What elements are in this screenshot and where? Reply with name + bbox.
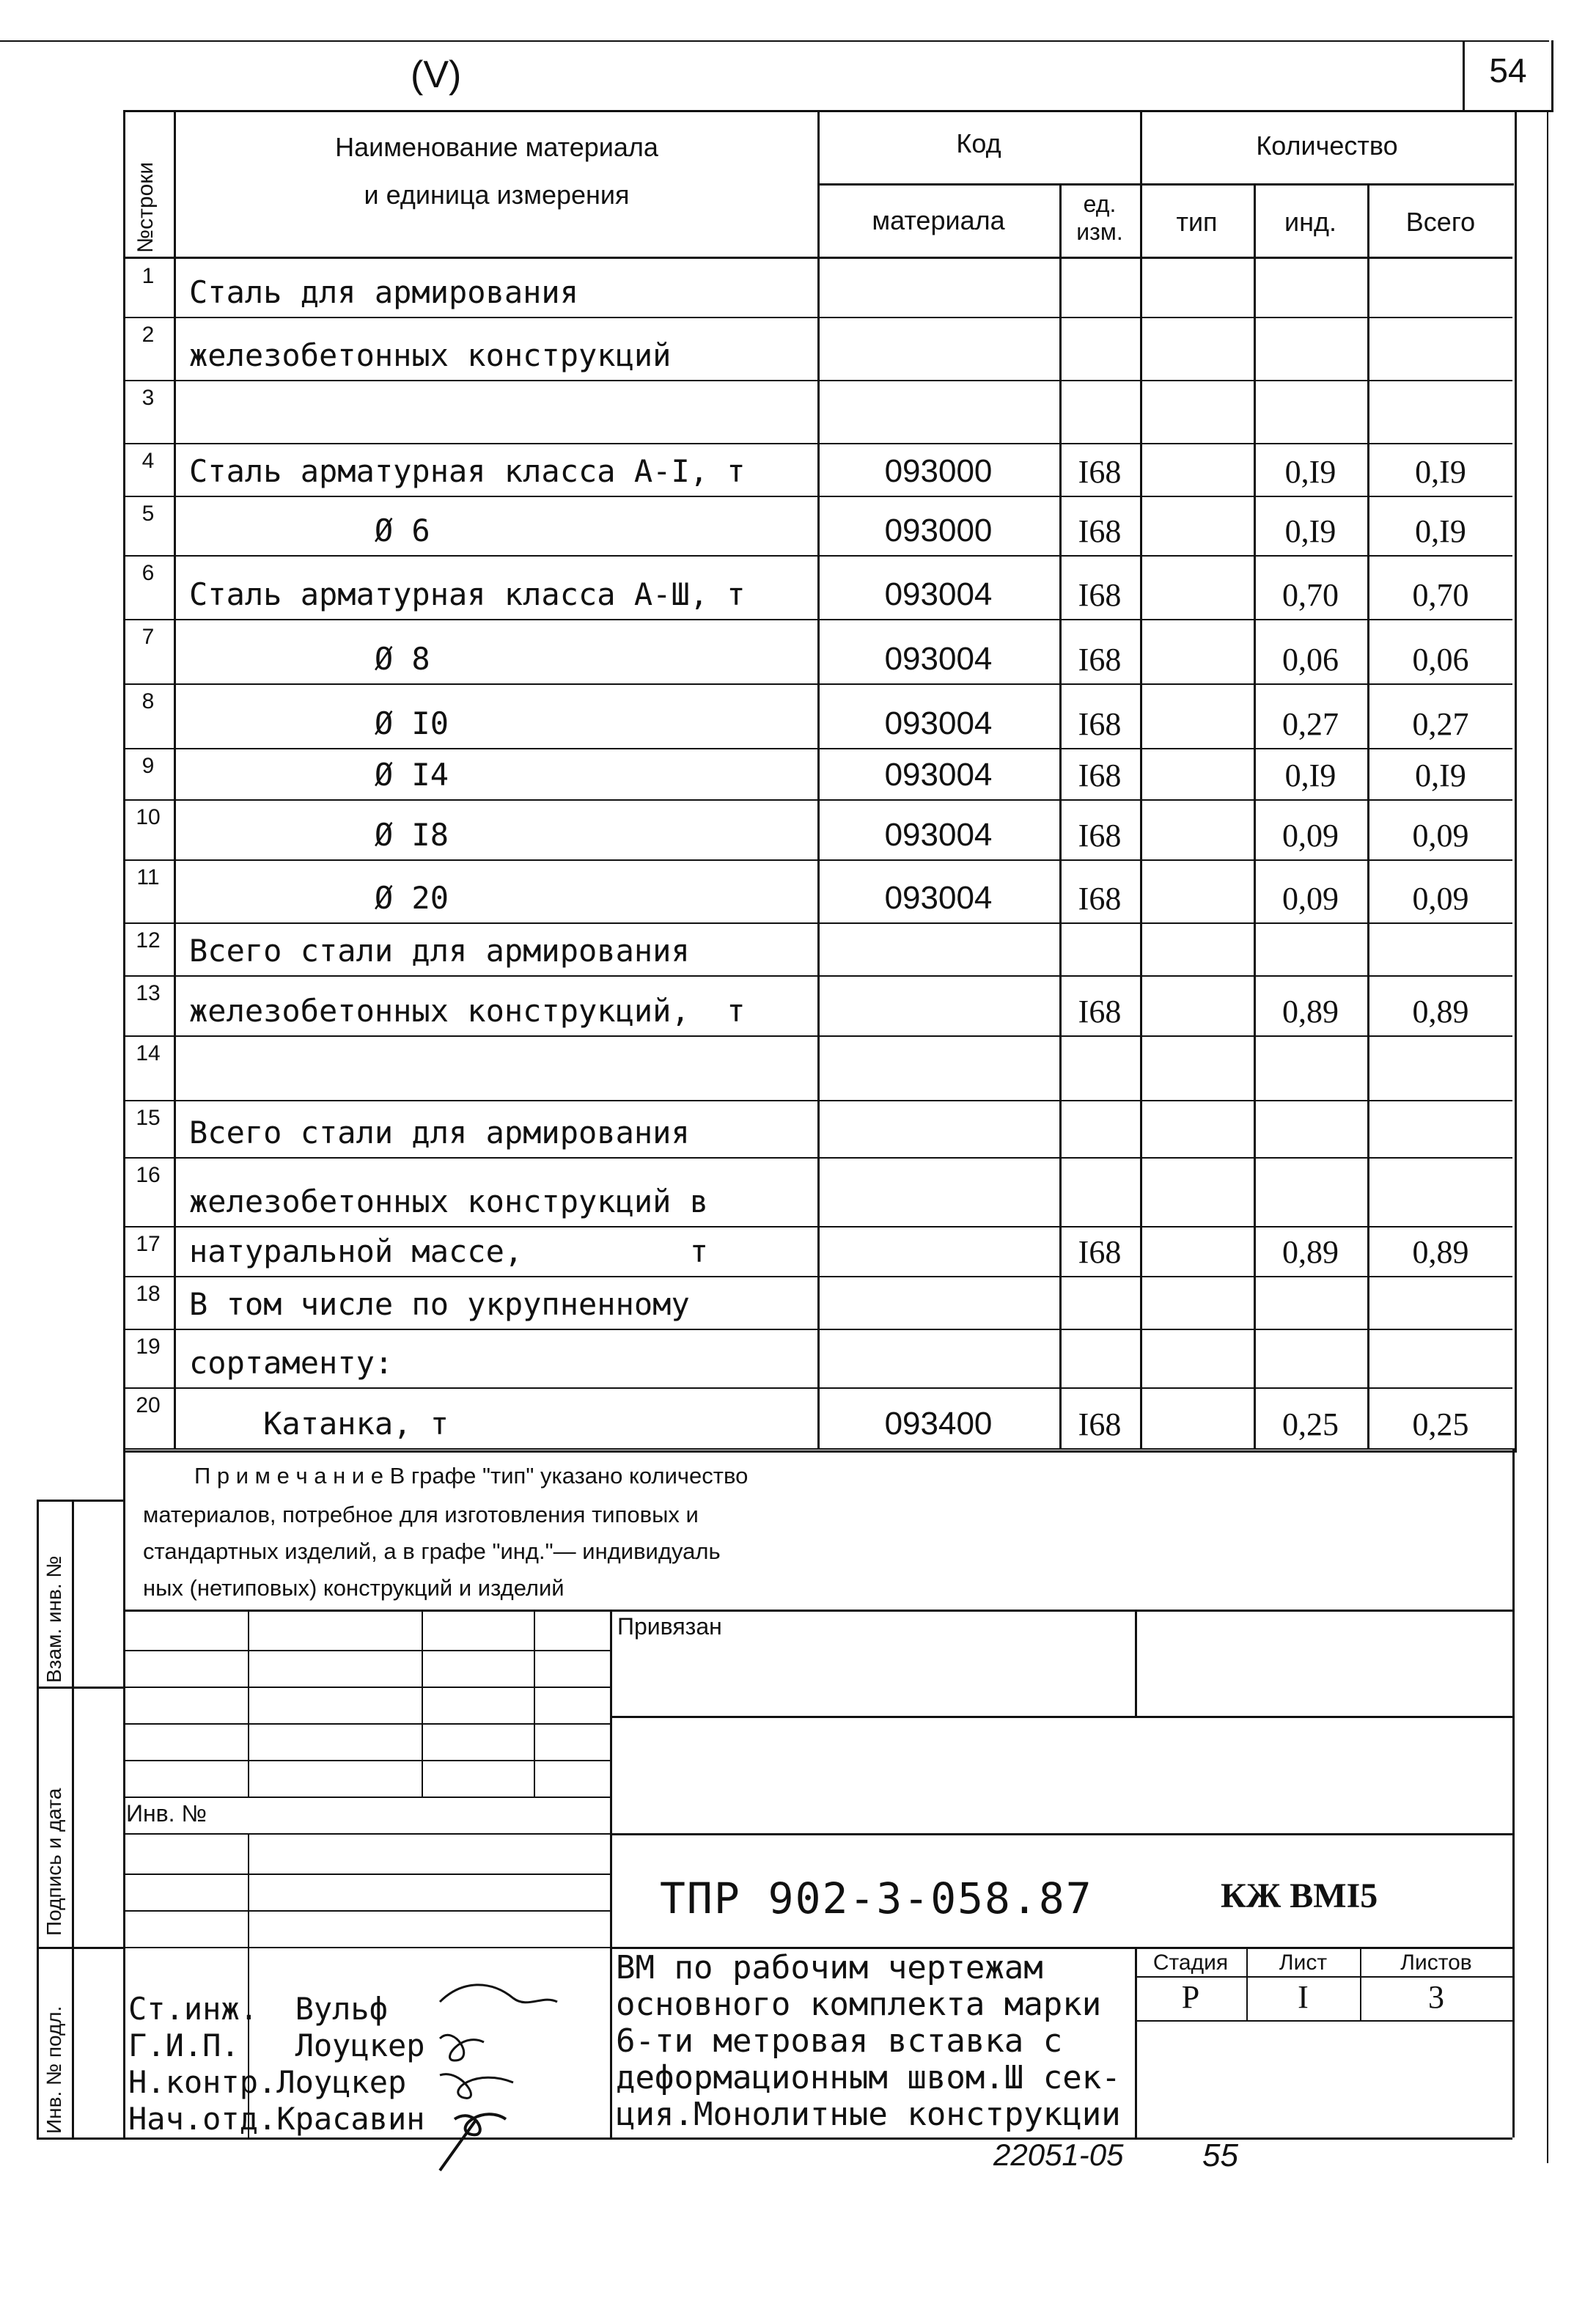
note-line-1: П р и м е ч а н и е В графе "тип" указано количество [194, 1463, 749, 1489]
stage-bottom [1135, 2020, 1512, 2022]
table-row-divider [123, 799, 1512, 801]
row-qty-ind: 0,I9 [1284, 513, 1336, 549]
header-code-unit-2: изм. [1076, 219, 1123, 245]
row-qty-total: 0,89 [1412, 1234, 1469, 1270]
row-name: Сталь арматурная класса А-I, т [189, 453, 746, 489]
row-name: сортаменту: [189, 1345, 394, 1381]
row-name: Сталь арматурная класса А-Ш, т [189, 576, 746, 612]
row-qty-ind: 0,70 [1282, 577, 1339, 613]
handwritten-signatures [411, 1972, 601, 2178]
row-name: железобетонных конструкций [189, 337, 672, 373]
table-row-divider [123, 619, 1512, 620]
row-qty-ind: 0,09 [1282, 881, 1339, 917]
side-strip-inner [72, 1500, 74, 2137]
side-label-vzam: Взам. инв. № [43, 1555, 65, 1683]
row-name: Ø 8 [189, 641, 430, 677]
grid-h5 [123, 1797, 610, 1798]
table-row-divider [123, 380, 1512, 381]
header-row-no: №строки [133, 161, 158, 253]
row-number: 7 [141, 625, 155, 649]
grid-v1 [248, 1610, 249, 1797]
row-material-code: 093004 [884, 757, 993, 793]
row-name: Ø I8 [189, 817, 449, 853]
signer-3: Н.контр.Лоуцкер [128, 2064, 407, 2100]
table-row-divider [123, 317, 1512, 318]
row-number: 17 [136, 1232, 161, 1256]
desc-line-2: основного комплекта марки [616, 1986, 1102, 2023]
table-row-divider [123, 1329, 1512, 1330]
note-line-4: ных (нетиповых) конструкций и изделий [143, 1575, 565, 1601]
header-qty-type: тип [1176, 207, 1218, 237]
grid-h1 [123, 1650, 610, 1651]
grid-v2 [422, 1610, 423, 1797]
row-name: В том числе по укрупненному [189, 1286, 690, 1322]
header-code-material: материала [872, 205, 1005, 235]
table-row-divider [123, 443, 1512, 444]
side-strip-sep1 [37, 1687, 123, 1689]
page-number: 54 [1489, 51, 1527, 89]
row-number: 10 [136, 805, 161, 829]
row-material-code: 093004 [884, 576, 993, 612]
desc-line-3: 6-ти метровая вставка с [616, 2022, 1063, 2060]
row-unit-code: I68 [1078, 642, 1122, 678]
stamp-right [1512, 1610, 1515, 2137]
row-material-code: 093004 [884, 880, 993, 916]
signer-2: Г.И.П. Лоуцкер [128, 2027, 425, 2063]
row-material-code: 093000 [884, 513, 993, 548]
linked-sep [1135, 1610, 1137, 1716]
desc-line-4: деформационным швом.Ш сек- [616, 2059, 1121, 2096]
desc-line-5: ция.Монолитные конструкции [616, 2096, 1121, 2133]
table-row-divider [123, 859, 1512, 861]
row-name: Ø 6 [189, 513, 430, 548]
row-qty-ind: 0,06 [1282, 642, 1339, 678]
header-qty-total: Всего [1405, 207, 1476, 237]
row-number: 15 [136, 1106, 161, 1130]
stage-value: Р [1181, 1979, 1200, 2015]
row-number: 13 [136, 981, 161, 1005]
row-number: 11 [136, 865, 160, 889]
page-number-box [1463, 40, 1553, 112]
row-number: 6 [141, 561, 155, 585]
row-name: железобетонных конструкций в [189, 1183, 709, 1219]
grid-h6 [123, 1833, 610, 1835]
row-material-code: 093004 [884, 641, 993, 677]
row-number: 20 [136, 1393, 161, 1417]
row-unit-code: I68 [1078, 757, 1122, 793]
row-number: 5 [141, 502, 155, 526]
note-line-3: стандартных изделий, а в графе "инд."— индивидуаль [143, 1538, 721, 1564]
sheet-label: Лист [1279, 1950, 1328, 1975]
grid-h9 [123, 1947, 610, 1948]
row-qty-total: 0,27 [1412, 706, 1469, 742]
row-number: 3 [141, 386, 155, 410]
row-qty-total: 0,09 [1412, 881, 1469, 917]
table-row-divider [123, 1035, 1512, 1037]
sheets-value: 3 [1428, 1979, 1444, 2015]
row-number: 12 [136, 928, 161, 953]
row-unit-code: I68 [1078, 454, 1122, 490]
row-qty-ind: 0,I9 [1284, 454, 1336, 490]
row-unit-code: I68 [1078, 818, 1122, 854]
row-number: 2 [141, 323, 155, 347]
row-name: Всего стали для армирования [189, 1115, 690, 1150]
row-qty-ind: 0,I9 [1284, 757, 1336, 793]
table-row-divider [123, 683, 1512, 685]
linked-label: Привязан [617, 1613, 722, 1640]
table-row-divider [123, 1157, 1512, 1159]
stage-mid [1135, 1976, 1512, 1978]
row-unit-code: I68 [1078, 1234, 1122, 1270]
header-sub-line [817, 183, 1514, 186]
sheets-label: Листов [1400, 1950, 1472, 1975]
row-unit-code: I68 [1078, 577, 1122, 613]
col-sep-num [174, 110, 176, 1448]
inv-no-label: Инв. № [126, 1800, 207, 1827]
grid-h7 [123, 1874, 610, 1875]
header-quantity: Количество [1256, 131, 1398, 161]
col-sep-qty [1140, 110, 1142, 1448]
row-name: Катанка, т [189, 1406, 449, 1442]
table-row-divider [123, 496, 1512, 497]
side-strip-top [37, 1500, 123, 1502]
bottom-code: 22051-05 [993, 2137, 1124, 2172]
row-qty-ind: 0,25 [1282, 1406, 1339, 1442]
row-unit-code: I68 [1078, 994, 1122, 1030]
note-right-border [1512, 1448, 1515, 1610]
header-code-unit-1: ед. [1083, 191, 1117, 217]
row-qty-total: 0,09 [1412, 818, 1469, 854]
grid-h2 [123, 1687, 610, 1688]
row-number: 14 [136, 1041, 161, 1065]
row-unit-code: I68 [1078, 513, 1122, 549]
side-strip-left [37, 1500, 39, 2137]
table-row-divider [123, 1387, 1512, 1389]
row-qty-total: 0,I9 [1415, 757, 1466, 793]
right-binding-line [1547, 110, 1548, 2163]
row-qty-total: 0,06 [1412, 642, 1469, 678]
row-qty-total: 0,89 [1412, 994, 1469, 1030]
row-material-code: 093004 [884, 817, 993, 853]
row-material-code: 093400 [884, 1406, 993, 1442]
row-qty-total: 0,I9 [1415, 454, 1466, 490]
row-qty-total: 0,25 [1412, 1406, 1469, 1442]
stamp-mid-sep [610, 1610, 612, 2137]
row-number: 19 [136, 1335, 161, 1359]
top-border [0, 40, 1549, 42]
row-qty-ind: 0,27 [1282, 706, 1339, 742]
row-name: Ø 20 [189, 880, 449, 916]
row-name: Ø I0 [189, 705, 449, 741]
row-number: 9 [141, 754, 155, 778]
side-label-sign-date: Подпись и дата [43, 1788, 65, 1936]
row-name: Сталь для армирования [189, 274, 579, 310]
row-qty-ind: 0,89 [1282, 1234, 1339, 1270]
side-strip-sep2 [37, 1947, 123, 1949]
header-name-line2: и единица измерения [364, 180, 630, 210]
grid-v3 [534, 1610, 535, 1797]
row-number: 16 [136, 1163, 161, 1187]
grid-h3 [123, 1723, 610, 1725]
signer-4: Нач.отд.Красавин [128, 2101, 425, 2137]
row-qty-total: 0,I9 [1415, 513, 1466, 549]
row-number: 8 [141, 689, 155, 713]
linked-bottom [610, 1716, 1512, 1718]
row-qty-total: 0,70 [1412, 577, 1469, 613]
row-unit-code: I68 [1078, 881, 1122, 917]
row-number: 18 [136, 1282, 161, 1306]
signer-1: Ст.инж. Вульф [128, 1991, 389, 2027]
grid-h8 [123, 1910, 610, 1912]
side-label-inv-orig: Инв. № подл. [43, 2005, 65, 2134]
table-row-divider [123, 1226, 1512, 1227]
table-row-divider [123, 1448, 1512, 1450]
bottom-page: 55 [1202, 2137, 1238, 2173]
row-name: Всего стали для армирования [189, 933, 690, 969]
stage-left [1135, 1947, 1137, 2137]
table-row-divider [123, 922, 1512, 924]
table-row-divider [123, 975, 1512, 977]
header-code: Код [956, 128, 1001, 158]
row-name: железобетонных конструкций, т [189, 993, 746, 1029]
row-unit-code: I68 [1078, 706, 1122, 742]
table-row-divider [123, 1100, 1512, 1101]
top-mark: (V) [411, 54, 462, 96]
row-name: натуральной массе, т [189, 1233, 709, 1269]
doc-code: ТПР 902-3-058.87 [660, 1874, 1093, 1923]
stamp-left [123, 1448, 125, 2137]
doc-mark: КЖ ВМI5 [1221, 1876, 1378, 1915]
table-row-divider [123, 1276, 1512, 1277]
table-row-divider [123, 748, 1512, 749]
title-top [610, 1833, 1512, 1835]
row-name: Ø I4 [189, 757, 449, 793]
row-unit-code: I68 [1078, 1406, 1122, 1442]
sheet-value: I [1298, 1979, 1309, 2015]
header-name-line1: Наименование материала [335, 132, 658, 162]
stamp-bottom [123, 2137, 1512, 2140]
stamp-top [123, 1610, 1512, 1612]
stage-label: Стадия [1152, 1950, 1229, 1975]
header-bottom-line [123, 257, 1512, 259]
desc-line-1: ВМ по рабочим чертежам [616, 1949, 1043, 1986]
row-material-code: 093004 [884, 705, 993, 741]
row-qty-ind: 0,89 [1282, 994, 1339, 1030]
side-strip-bottom [37, 2137, 123, 2140]
table-row-divider [123, 555, 1512, 557]
note-line-2: материалов, потребное для изготовления типовых и [143, 1502, 699, 1527]
row-qty-ind: 0,09 [1282, 818, 1339, 854]
grid-h4 [123, 1760, 610, 1761]
header-qty-ind: инд. [1284, 207, 1336, 237]
row-material-code: 093000 [884, 453, 993, 489]
row-number: 4 [141, 449, 155, 473]
row-number: 1 [141, 264, 155, 288]
